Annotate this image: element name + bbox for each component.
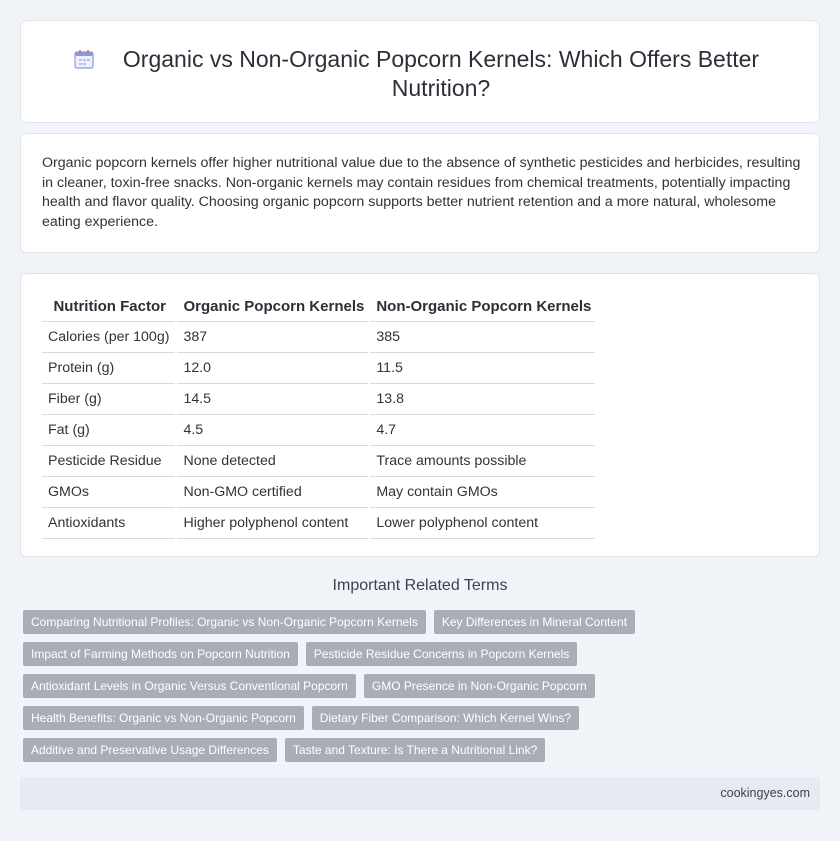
table-row <box>42 414 595 445</box>
table-cell: 4.5 <box>176 414 369 445</box>
related-term-tag[interactable]: Taste and Texture: Is There a Nutritional Link? <box>285 738 545 762</box>
column-header: Organic Popcorn Kernels <box>176 293 369 321</box>
table-header-row <box>42 293 595 321</box>
related-term-tag[interactable]: Dietary Fiber Comparison: Which Kernel Wins? <box>312 706 579 730</box>
table-row <box>42 507 595 538</box>
table-cell: 13.8 <box>369 383 595 414</box>
table-card <box>20 273 820 557</box>
column-header: Non-Organic Popcorn Kernels <box>369 293 595 321</box>
table-cell: Fiber (g) <box>42 383 176 414</box>
table-row <box>42 352 595 383</box>
table-row <box>42 445 595 476</box>
column-header: Nutrition Factor <box>42 293 176 321</box>
related-term-tag[interactable]: GMO Presence in Non-Organic Popcorn <box>364 674 595 698</box>
related-term-tag[interactable]: Antioxidant Levels in Organic Versus Conventional Popcorn <box>23 674 356 698</box>
table-cell: Higher polyphenol content <box>176 507 369 538</box>
table-cell: Trace amounts possible <box>369 445 595 476</box>
table-cell: GMOs <box>42 476 176 507</box>
table-cell: Calories (per 100g) <box>42 321 176 352</box>
table-cell: Antioxidants <box>42 507 176 538</box>
table-row <box>42 321 595 352</box>
table-cell: Protein (g) <box>42 352 176 383</box>
related-term-tag[interactable]: Additive and Preservative Usage Differences <box>23 738 277 762</box>
related-term-tag[interactable]: Impact of Farming Methods on Popcorn Nutrition <box>23 642 298 666</box>
intro-paragraph: Organic popcorn kernels offer higher nutritional value due to the absence of synthetic pesticides and herbicides, resulting in cleaner, toxin-free snacks. Non-organic kernels may contain residues from chemical treatments, potentially impacting health and flavor quality. Choosing organic popcorn supports better nutrient retention and a more natural, wholesome eating experience. <box>42 155 801 230</box>
table-row <box>42 383 595 414</box>
related-terms-list <box>23 610 823 770</box>
title-card <box>20 20 820 123</box>
related-term-tag[interactable]: Pesticide Residue Concerns in Popcorn Kernels <box>306 642 577 666</box>
nutrition-table <box>42 293 595 539</box>
table-cell: Lower polyphenol content <box>369 507 595 538</box>
table-cell: Non-GMO certified <box>176 476 369 507</box>
table-cell: Fat (g) <box>42 414 176 445</box>
table-cell: 11.5 <box>369 352 595 383</box>
related-term-tag[interactable]: Health Benefits: Organic vs Non-Organic Popcorn <box>23 706 304 730</box>
footer <box>20 777 820 810</box>
table-cell: 14.5 <box>176 383 369 414</box>
page-title: Organic vs Non-Organic Popcorn Kernels: Which Offers Better Nutrition? <box>122 46 760 101</box>
table-cell: 385 <box>369 321 595 352</box>
related-term-tag[interactable]: Key Differences in Mineral Content <box>434 610 635 634</box>
table-cell: 387 <box>176 321 369 352</box>
table-cell: None detected <box>176 445 369 476</box>
related-term-tag[interactable]: Comparing Nutritional Profiles: Organic vs Non-Organic Popcorn Kernels <box>23 610 426 634</box>
table-cell: May contain GMOs <box>369 476 595 507</box>
related-terms-heading: Important Related Terms <box>332 577 508 594</box>
table-row <box>42 476 595 507</box>
intro-card <box>20 133 820 253</box>
table-cell: Pesticide Residue <box>42 445 176 476</box>
table-cell: 12.0 <box>176 352 369 383</box>
footer-site-link[interactable]: cookingyes.com <box>720 786 810 800</box>
table-cell: 4.7 <box>369 414 595 445</box>
